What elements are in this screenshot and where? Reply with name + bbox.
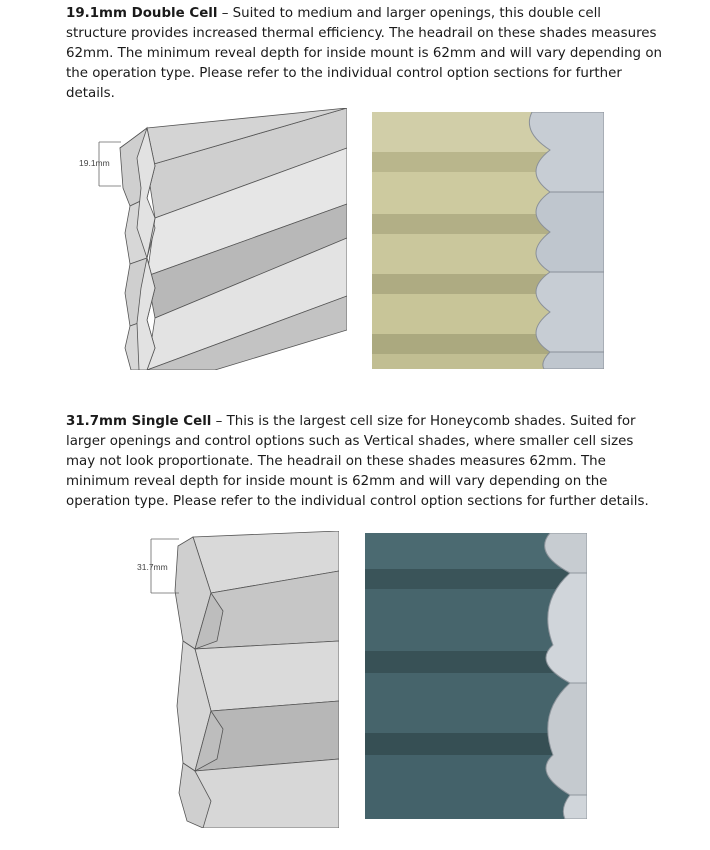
section-2-title: 31.7mm Single Cell <box>66 414 212 429</box>
section-1-title: 19.1mm Double Cell <box>66 6 218 21</box>
double-cell-fabric-photo <box>372 112 604 369</box>
dimension-label-19mm: 19.1mm <box>79 158 110 168</box>
section-1-paragraph <box>66 4 666 104</box>
single-cell-diagram <box>133 531 339 828</box>
single-cell-fabric-photo <box>365 533 587 819</box>
double-cell-diagram <box>75 108 347 370</box>
dimension-label-31mm: 31.7mm <box>137 562 168 572</box>
section-2-paragraph <box>66 412 666 512</box>
section-2-body: – This is the largest cell size for Honeycomb shades. Suited for larger openings and control options such as Vertical shades, where smaller cell sizes may not look proportionate. The headrail on these shades measures 62mm. The minimum reveal depth for inside mount is 62mm and will vary depending on the operation type. Please refer to the individual control option sections for further details. <box>66 414 649 509</box>
section-1-body: – Suited to medium and larger openings, this double cell structure provides increased thermal efficiency. The headrail on these shades measures 62mm. The minimum reveal depth for inside mount is 62mm and will vary depending on the operation type. Please refer to the individual control option sections for further details. <box>66 6 662 101</box>
